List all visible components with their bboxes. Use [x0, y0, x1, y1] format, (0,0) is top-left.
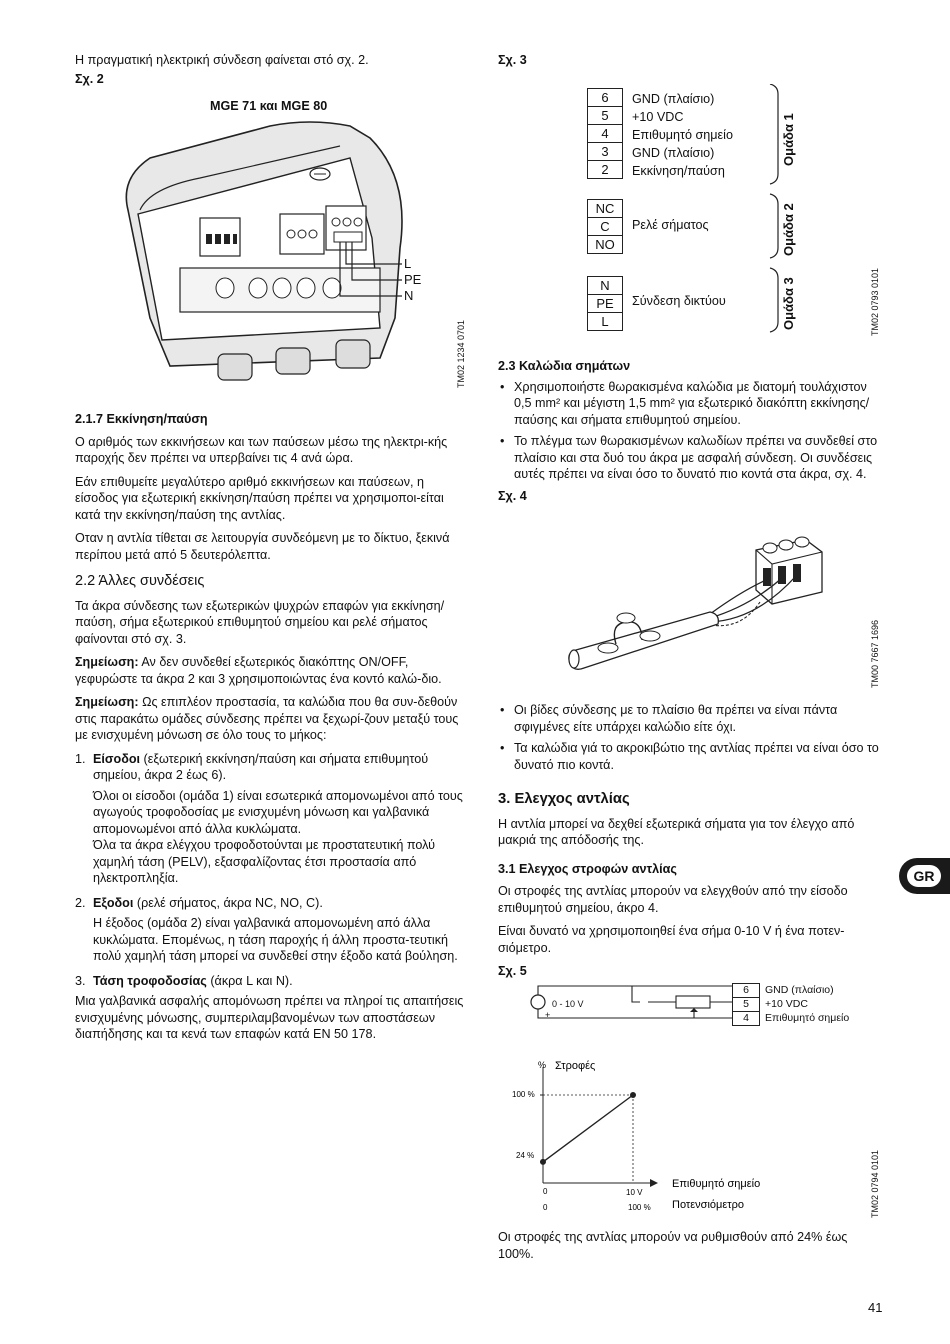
bullet-text: Το πλέγμα των θωρακισμένων καλωδίων πρέπει να συνδεθεί στο πλαίσιο και στα δυό του άκρα με ασφαλή σύνδεση. Οι συνδέσεις αυτές πρέπει να είναι όσο το δυνατό πιο κοντά στα άκρα, σχ. 4. — [514, 434, 878, 481]
bullet-text: Χρησιμοποιήστε θωρακισμένα καλώδια με διατομή τουλάχιστον 0,5 mm² και μέγιστη 1,5 mm² για εξωτερικό διακόπτη εκκίνησης/παύσης και σήματα επιθυμητού σημείου. — [514, 379, 870, 427]
right-column-s23 — [498, 352, 884, 511]
list-term: Εξοδοι — [93, 895, 134, 910]
fig3-group-2-label: Ομάδα 2 — [781, 203, 796, 256]
fig3-group3-label: Σύνδεση δικτύου — [632, 294, 726, 308]
fig2-terminal-L: L — [404, 256, 412, 271]
y-tick-24: 24 % — [516, 1151, 535, 1160]
fig5-chart — [500, 1055, 800, 1220]
list-item-1-extra-1: Όλοι οι είσοδοι (ομάδα 1) είναι εσωτερικά απομονωμένοι από τους αγωγούς τροφοδοσίας με ενισχυμένη μόνωση και γαλβανικά απομονωμένοι από άλλα κυκλώματα. — [93, 788, 463, 836]
note-1-text: Αν δεν συνδεθεί εξωτερικός διακόπτης ON/OFF, γεφυρώστε τα άκρα 2 και 3 χρησιμοποιώντας ένα κοντό καλώ-διο. — [75, 655, 442, 686]
note-2-text: Ως επιπλέον προστασία, τα καλώδια που θα συν-δεθούν στις παρακάτω ομάδες σύνδεσης πρέπει να ξεχωρί-ζουν μεταξύ τους με ενισχυμένη μόνωση σε όλο τους το μήκος: — [75, 695, 459, 742]
bullet-text: Τα καλώδια γιά το ακροκιβώτιο της αντλίας πρέπει να είναι όσο το δυνατό πιο κοντά. — [514, 741, 879, 772]
fig5-term-labels — [765, 983, 849, 1025]
fig5-label-setpoint: Επιθυμητό σημείο — [765, 1012, 850, 1024]
list-item-2 — [75, 895, 465, 912]
fig3-group2-label: Ρελέ σήματος — [632, 218, 709, 232]
bullet-3: • Οι βίδες σύνδεσης με το πλαίσιο θα πρέπει να είναι πάντα σφιγμένες είτε υπάρχει καλώδιο είτε όχι. — [500, 703, 838, 734]
section-3-1-title: 3.1 Ελεγχος στροφών αντλίας — [498, 861, 677, 876]
fig2-terminal-N: N — [404, 288, 414, 303]
data-point — [630, 1092, 636, 1098]
fig5-label: Σχ. 5 — [498, 964, 527, 978]
s217-paragraph-3: Οταν η αντλία τίθεται σε λειτουργία συνδεόμενη με το δίκτυο, ξεκινά περίπου μετά από 5 δευτερόλεπτα. — [75, 531, 450, 562]
intro-text: Η πραγματική ηλεκτρική σύνδεση φαίνεται στό σχ. 2. — [75, 53, 369, 67]
section-2-3-title: 2.3 Καλώδια σημάτων — [498, 359, 631, 373]
x-tick-0: 0 — [543, 1187, 548, 1196]
fig3-group-3-label: Ομάδα 3 — [781, 277, 796, 330]
bullet-text: Οι βίδες σύνδεσης με το πλαίσιο θα πρέπει να είναι πάντα σφιγμένες είτε υπάρχει καλώδιο είτε όχι. — [514, 703, 838, 734]
right-column-body — [498, 702, 884, 987]
fig5-term: 5 — [732, 998, 760, 1012]
language-tab — [899, 858, 950, 894]
fig2-terminal-PE: PE — [404, 272, 422, 287]
x-tick-10v: 10 V — [626, 1188, 643, 1197]
list-term: Τάση τροφοδοσίας — [93, 973, 207, 988]
list-number: 2. — [75, 895, 86, 910]
fig3-group-1-label: Ομάδα 1 — [781, 113, 796, 166]
list-rest: (ρελέ σήματος, άκρα NC, NO, C). — [133, 895, 323, 910]
s3-paragraph: Η αντλία μπορεί να δεχθεί εξωτερικά σήματα για τον έλεγχο από μακριά της απόδοσής της. — [498, 816, 855, 847]
s217-paragraph-2: Εάν επιθυμείτε μεγαλύτερο αριθμό εκκινήσεων και παύσεων, η είσοδος για εξωτερική εκκίνηση/παύση πρέπει να χρησιμοποι-είται κατά την εκκίνηση/παύση της αντλίας. — [75, 474, 444, 522]
fig4-illustration — [560, 532, 850, 692]
fig2-label: Σχ. 2 — [75, 71, 104, 86]
fig3-group1-terminals — [587, 88, 623, 179]
fig2-title: MGE 71 και MGE 80 — [210, 99, 328, 113]
s217-paragraph-1: Ο αριθμός των εκκινήσεων και των παύσεων μέσω της ηλεκτρι-κής παροχής δεν πρέπει να υπερβαίνει τις 4 ανά ώρα. — [75, 434, 448, 465]
fig4-code: TM00 7667 1696 — [870, 619, 880, 688]
right-final-paragraph: Οι στροφές της αντλίας μπορούν να ρυθμισθούν από 24% έως 100%. — [498, 1230, 848, 1261]
y-unit: % — [538, 1060, 547, 1070]
fig2-code: TM02 1234 0701 — [456, 319, 466, 388]
fig5-source-label: 0 - 10 V — [552, 999, 584, 1009]
list-item-3 — [75, 973, 465, 990]
fig3-term: 6 — [587, 88, 623, 107]
fig3-label: Σχ. 3 — [498, 53, 527, 67]
list-number: 3. — [75, 973, 86, 988]
fig3-term: C — [587, 218, 623, 236]
left-column — [75, 52, 465, 94]
fig3-label-gnd2: GND (πλαίσιο) — [632, 146, 715, 160]
list-item-1-extra-2: Όλα τα άκρα ελέγχου τροφοδοτούνται με προστατευτική πολύ χαμηλή τάση (PELV), εξασφαλίζοντας έτσι προστασία από ηλεκτροπληξία. — [93, 838, 436, 885]
fig3-group1-labels — [632, 90, 733, 180]
fig5-term: 6 — [732, 983, 760, 998]
fig3-term: PE — [587, 295, 623, 313]
left-column-body — [75, 405, 465, 1050]
section-3-title: 3. Ελεγχος αντλίας — [498, 791, 630, 807]
fig3-group2-terminals — [587, 199, 623, 254]
x-arrow — [650, 1179, 658, 1187]
fig3-term: 3 — [587, 143, 623, 161]
fig5-terminals — [732, 983, 760, 1026]
section-2-2-title: 2.2 Άλλες συνδέσεις — [75, 573, 205, 589]
y-axis-label: Στροφές — [555, 1060, 596, 1072]
fig3-label-startstop: Εκκίνηση/παύση — [632, 164, 725, 178]
list-rest: (εξωτερική εκκίνηση/παύση και σήματα επιθυμητού σημείου, άκρα 2 έως 6). — [93, 751, 429, 782]
list-rest: (άκρα L και N). — [206, 973, 293, 988]
x2-tick-0: 0 — [543, 1203, 548, 1212]
s23-bullet-2: • Το πλέγμα των θωρακισμένων καλωδίων πρέπει να συνδεθεί στο πλαίσιο και στα δυό του άκρα με ασφαλή σύνδεση. Οι συνδέσεις αυτές πρέπει να είναι όσο το δυνατό πιο κοντά στα άκρα, σχ. 4. — [500, 434, 878, 481]
list-item-1 — [75, 751, 465, 784]
fig3-term: 2 — [587, 161, 623, 179]
fig2-illustration — [110, 118, 470, 398]
note-2-label: Σημείωση: — [75, 695, 139, 709]
note-2 — [75, 694, 465, 744]
fig3-brackets — [768, 84, 782, 334]
fig3-term: L — [587, 313, 623, 331]
page-number: 41 — [868, 1300, 883, 1315]
note-1-label: Σημείωση: — [75, 655, 139, 669]
fig3-group3-terminals — [587, 276, 623, 331]
left-final-paragraph: Μια γαλβανικά ασφαλής απομόνωση πρέπει να πληροί τις απαιτήσεις ενισχυμένης μόνωσης, συμπεριλαμβανομένων των αποστάσεων διαπήδησης και τα κενά των επαφών κατά EN 50 178. — [75, 994, 464, 1041]
list-number: 1. — [75, 751, 86, 766]
list-item-2-extra-1: Η έξοδος (ομάδα 2) είναι γαλβανικά απομονωμένη από άλλα κυκλώματα. Επομένως, η τάση παροχής ή άλλη προστα-τευτική πολύ χαμηλή τάση μπορεί να συνδεθεί στην έξοδο κατά βούληση. — [93, 916, 458, 963]
s31-paragraph-1: Οι στροφές της αντλίας μπορούν να ελεγχθούν από την είσοδο επιθυμητού σημείου, άκρο 4. — [498, 884, 848, 915]
x2-tick-100: 100 % — [628, 1203, 651, 1212]
fig5-term: 4 — [732, 1012, 760, 1026]
language-tab-label: GR — [907, 865, 941, 887]
fig3-code: TM02 0793 0101 — [870, 267, 880, 336]
fig3-label-10vdc: +10 VDC — [632, 110, 684, 124]
fig3-term: NC — [587, 199, 623, 218]
fig5-label-10vdc: +10 VDC — [765, 998, 808, 1010]
fig3-term: 5 — [587, 107, 623, 125]
fig3-term: N — [587, 276, 623, 295]
s31-paragraph-2: Είναι δυνατό να χρησιμοποιηθεί ένα σήμα 0-10 V ή ένα ποτεν-σιόμετρο. — [498, 924, 845, 955]
s23-bullet-1: • Χρησιμοποιήστε θωρακισμένα καλώδια με διατομή τουλάχιστον 0,5 mm² και μέγιστη 1,5 mm² για εξωτερικό διακόπτη εκκίνησης/παύσης και σήματα επιθυμητού σημείου. — [500, 379, 870, 427]
series-line — [543, 1095, 633, 1162]
fig5-label-gnd: GND (πλαίσιο) — [765, 984, 834, 996]
y-tick-100: 100 % — [512, 1090, 535, 1099]
s22-paragraph-1: Τα άκρα σύνδεσης των εξωτερικών ψυχρών επαφών για εκκίνηση/παύση, σήμα εξωτερικού επιθυμητού σημείου και ρελέ σήματος φαίνονται στό σχ. 3. — [75, 598, 445, 646]
data-point — [540, 1159, 546, 1165]
fig5-plus-sign: + — [545, 1010, 551, 1020]
x-axis-label: Επιθυμητό σημείο — [672, 1178, 761, 1190]
x2-axis-label: Ποτενσιόμετρο — [672, 1199, 744, 1211]
fig3-term: 4 — [587, 125, 623, 143]
note-1 — [75, 654, 465, 687]
fig4-label: Σχ. 4 — [498, 488, 527, 503]
fig3-label-setpoint: Επιθυμητό σημείο — [632, 128, 733, 142]
bullet-4: • Τα καλώδια γιά το ακροκιβώτιο της αντλίας πρέπει να είναι όσο το δυνατό πιο κοντά. — [500, 741, 879, 772]
list-term: Είσοδοι — [93, 751, 141, 766]
fig3-label-gnd: GND (πλαίσιο) — [632, 92, 715, 106]
fig5-code: TM02 0794 0101 — [870, 1149, 880, 1218]
section-2-1-7-title: 2.1.7 Εκκίνηση/παύση — [75, 412, 208, 426]
fig3-term: NO — [587, 236, 623, 254]
